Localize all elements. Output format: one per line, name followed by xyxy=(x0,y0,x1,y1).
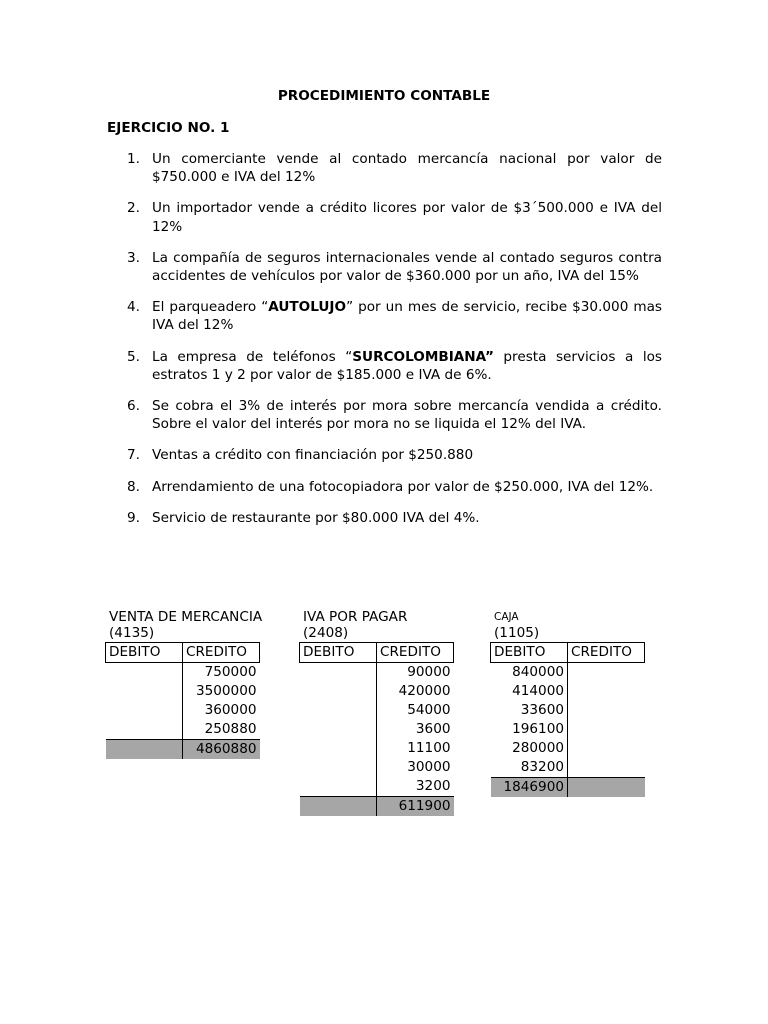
item-text-run: Arrendamiento de una fotocopiadora por valor de $250.000, IVA del 12%. xyxy=(152,478,654,495)
debit-cell xyxy=(300,739,377,758)
debit-total-cell xyxy=(106,740,183,760)
debit-cell: 33600 xyxy=(520,702,564,718)
credit-header: CREDITO xyxy=(183,643,260,663)
credit-total-cell xyxy=(568,778,645,798)
list-item xyxy=(107,348,662,384)
table-row xyxy=(491,739,645,758)
account-code: (4135) xyxy=(109,625,155,641)
table-row xyxy=(106,682,260,701)
item-text xyxy=(152,479,653,495)
item-bold-text: AUTOLUJO xyxy=(268,299,347,316)
debit-total-cell xyxy=(300,797,377,817)
exercise-list xyxy=(107,150,662,540)
total-row xyxy=(491,778,645,798)
account-code: (1105) xyxy=(494,625,540,641)
debit-cell xyxy=(300,758,377,777)
debit-cell: 840000 xyxy=(512,664,564,680)
table-row xyxy=(106,701,260,720)
credit-cell: 750000 xyxy=(183,663,260,683)
table-row xyxy=(300,663,454,683)
account-name: VENTA DE MERCANCIA xyxy=(109,609,263,625)
total-row xyxy=(106,740,260,760)
item-text xyxy=(152,200,662,234)
debit-total: 1846900 xyxy=(491,778,568,798)
table-row xyxy=(106,720,260,740)
credit-cell: 30000 xyxy=(377,758,454,777)
debit-header: DEBITO xyxy=(106,643,183,663)
debit-cell: 196100 xyxy=(512,721,564,737)
total-row xyxy=(300,797,454,817)
document-title: PROCEDIMIENTO CONTABLE xyxy=(277,88,491,104)
debit-cell xyxy=(300,777,377,797)
debit-cell: 83200 xyxy=(520,759,564,775)
credit-cell: 90000 xyxy=(377,663,454,683)
table-row xyxy=(300,701,454,720)
item-text xyxy=(152,510,480,526)
item-number: 6. xyxy=(127,398,140,415)
credit-total: 611900 xyxy=(377,797,454,817)
t-account-venta-de-mercancia xyxy=(109,609,262,759)
list-item xyxy=(107,199,662,235)
exercise-heading: EJERCICIO NO. 1 xyxy=(107,120,230,136)
debit-cell xyxy=(300,682,377,701)
item-text-run: ” por un mes de servicio, recibe $30.000 mas IVA del 12% xyxy=(152,299,662,334)
debit-cell xyxy=(106,682,183,701)
table-header-row xyxy=(106,643,260,663)
table-header-row xyxy=(300,643,454,663)
table-row xyxy=(491,682,645,701)
list-item xyxy=(107,397,662,433)
item-text xyxy=(152,398,662,432)
credit-cell xyxy=(568,682,645,701)
item-text xyxy=(152,447,473,463)
item-number: 1. xyxy=(127,151,140,167)
table-row xyxy=(491,720,645,739)
list-item xyxy=(107,478,662,496)
item-text-run: Un importador vende a crédito licores por valor de $3´500.000 e IVA del 12% xyxy=(152,200,662,235)
t-account-caja xyxy=(494,609,645,797)
item-text xyxy=(152,151,662,185)
list-item xyxy=(107,249,662,285)
credit-total: 4860880 xyxy=(183,740,260,760)
credit-cell: 250880 xyxy=(183,720,260,740)
table-row xyxy=(300,720,454,739)
debit-cell xyxy=(300,701,377,720)
t-account-table xyxy=(490,642,645,797)
credit-cell: 11100 xyxy=(377,739,454,758)
debit-cell xyxy=(300,720,377,739)
list-item xyxy=(107,509,662,527)
credit-cell: 3500000 xyxy=(183,682,260,701)
item-number: 9. xyxy=(127,509,140,526)
item-bold-text: SURCOLOMBIANA” xyxy=(352,348,494,365)
item-text-run: Servicio de restaurante por $80.000 IVA del 4%. xyxy=(152,509,480,526)
item-number: 8. xyxy=(127,478,140,495)
credit-header: CREDITO xyxy=(568,643,645,663)
table-row xyxy=(491,758,645,778)
table-row xyxy=(491,701,645,720)
debit-cell xyxy=(106,720,183,740)
table-row xyxy=(106,663,260,683)
list-item xyxy=(107,446,662,464)
account-code: (2408) xyxy=(303,625,349,641)
account-name: CAJA xyxy=(494,611,519,623)
item-text xyxy=(152,299,662,333)
item-number: 4. xyxy=(127,299,140,316)
item-number: 3. xyxy=(127,249,140,266)
credit-cell: 3200 xyxy=(377,777,454,797)
list-item xyxy=(107,298,662,334)
credit-cell: 54000 xyxy=(377,701,454,720)
table-row xyxy=(300,739,454,758)
debit-cell: 280000 xyxy=(512,740,564,756)
item-text-run: La compañía de seguros internacionales vende al contado seguros contra accidentes de vehículos por valor de $360.000 por un año, IVA del 15% xyxy=(152,249,662,285)
item-text-run: Un comerciante vende al contado mercancía nacional por valor de $750.000 e IVA del 12% xyxy=(152,151,662,186)
table-row xyxy=(491,663,645,683)
table-row xyxy=(300,758,454,777)
table-row xyxy=(300,777,454,797)
item-text xyxy=(152,349,662,383)
credit-cell: 3600 xyxy=(377,720,454,739)
item-text-run: La empresa de teléfonos “ xyxy=(152,348,353,365)
item-text xyxy=(152,250,662,284)
debit-cell xyxy=(300,663,377,683)
list-item xyxy=(107,150,662,186)
table-header-row xyxy=(491,643,645,663)
item-text-run: El parqueadero “ xyxy=(152,299,269,316)
t-account-iva-por-pagar xyxy=(303,609,454,816)
credit-cell xyxy=(568,720,645,739)
debit-header: DEBITO xyxy=(300,643,377,663)
debit-cell xyxy=(106,701,183,720)
item-number: 2. xyxy=(127,200,140,217)
credit-cell: 420000 xyxy=(377,682,454,701)
item-text-run: Ventas a crédito con financiación por $250.880 xyxy=(152,447,474,464)
account-name: IVA POR PAGAR xyxy=(303,609,408,625)
item-number: 5. xyxy=(127,348,140,365)
debit-cell: 414000 xyxy=(512,683,564,699)
item-number: 7. xyxy=(127,447,140,464)
credit-cell xyxy=(568,663,645,683)
t-account-table xyxy=(105,642,260,759)
credit-cell xyxy=(568,701,645,720)
item-text-run: presta servicios a los estratos 1 y 2 por valor de $185.000 e IVA de 6%. xyxy=(152,348,662,383)
debit-cell xyxy=(106,663,183,683)
table-row xyxy=(300,682,454,701)
debit-header: DEBITO xyxy=(491,643,568,663)
credit-header: CREDITO xyxy=(377,643,454,663)
credit-cell xyxy=(568,739,645,758)
item-text-run: Se cobra el 3% de interés por mora sobre mercancía vendida a crédito. Sobre el valor del interés por mora no se liquida el 12% del IVA. xyxy=(152,398,662,433)
t-account-table xyxy=(299,642,454,816)
credit-cell: 360000 xyxy=(183,701,260,720)
credit-cell xyxy=(568,758,645,778)
